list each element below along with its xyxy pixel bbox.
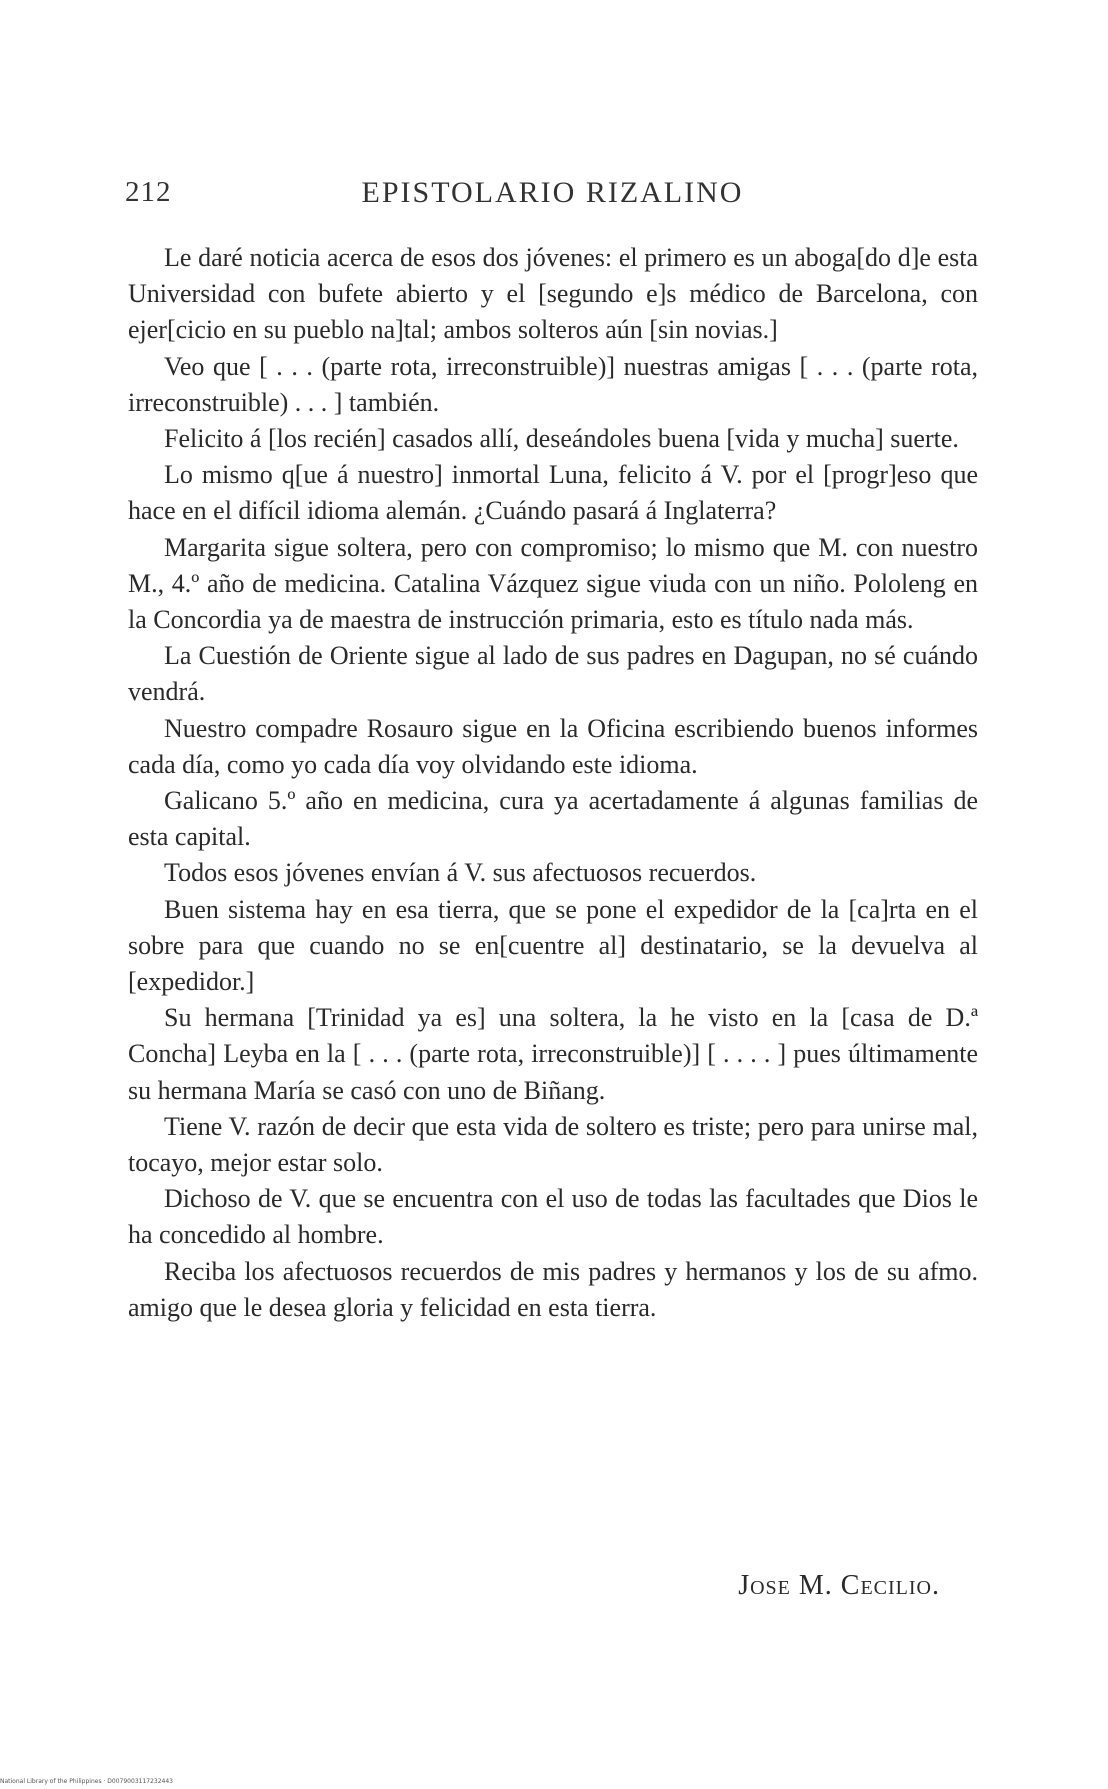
paragraph: Dichoso de V. que se encuentra con el uso de todas las facultades que Dios le ha concedido al hombre. bbox=[128, 1184, 978, 1250]
paragraph: Margarita sigue soltera, pero con compromiso; lo mismo que M. con nuestro M., 4.º año de medicina. Catalina Vázquez sigue viuda con un niño. Pololeng en la Concordia ya de maestra de instrucción primaria, esto es título nada más. bbox=[128, 532, 978, 635]
paragraph: Galicano 5.º año en medicina, cura ya acertadamente á algunas familias de esta capital. bbox=[128, 786, 978, 852]
scan-footer: National Library of the Philippines · D0079003117232443 bbox=[0, 1778, 173, 1785]
paragraph: La Cuestión de Oriente sigue al lado de sus padres en Dagupan, no sé cuándo vendrá. bbox=[128, 641, 978, 707]
letter-body bbox=[128, 240, 978, 1326]
paragraph: Su hermana [Trinidad ya es] una soltera, la he visto en la [casa de D.ª Concha] Leyba en la [ . . . (parte rota, irreconstruible)] [ . . . . ] pues últimamente su hermana María se casó con uno de Biñang. bbox=[128, 1003, 978, 1105]
paragraph: Felicito á [los recién] casados allí, deseándoles buena [vida y mucha] suerte. bbox=[164, 424, 959, 454]
paragraph: Le daré noticia acerca de esos dos jóvenes: el primero es un aboga[do d]e esta Universidad con bufete abierto y el [segundo e]s médico de Barcelona, con ejer[cicio en su pueblo na]tal; ambos solteros aún [sin novias.] bbox=[128, 243, 978, 345]
page-header bbox=[125, 176, 980, 216]
paragraph: Lo mismo q[ue á nuestro] inmortal Luna, felicito á V. por el [progr]eso que hace en el difícil idioma alemán. ¿Cuándo pasará á Inglaterra? bbox=[128, 460, 978, 526]
signature: Jose M. Cecilio. bbox=[738, 1570, 940, 1601]
paragraph: Reciba los afectuosos recuerdos de mis padres y hermanos y los de su afmo. amigo que le desea gloria y felicidad en esta tierra. bbox=[128, 1256, 978, 1322]
paragraph: Tiene V. razón de decir que esta vida de soltero es triste; pero para unirse mal, tocayo, mejor estar solo. bbox=[128, 1111, 978, 1178]
paragraph: Nuestro compadre Rosauro sigue en la Oficina escribiendo buenos informes cada día, como yo cada día voy olvidando este idioma. bbox=[128, 713, 978, 779]
paragraph: Veo que [ . . . (parte rota, irreconstruible)] nuestras amigas [ . . . (parte rota, irreconstruible) . . . ] también. bbox=[128, 351, 978, 417]
paragraph: Todos esos jóvenes envían á V. sus afectuosos recuerdos. bbox=[164, 858, 757, 888]
page-number: 212 bbox=[125, 176, 172, 208]
running-title: EPISTOLARIO RIZALINO bbox=[361, 176, 744, 209]
paragraph: Buen sistema hay en esa tierra, que se pone el expedidor de la [ca]rta en el sobre para que cuando no se en[cuentre al] destinatario, se la devuelva al [expedidor.] bbox=[128, 894, 978, 997]
